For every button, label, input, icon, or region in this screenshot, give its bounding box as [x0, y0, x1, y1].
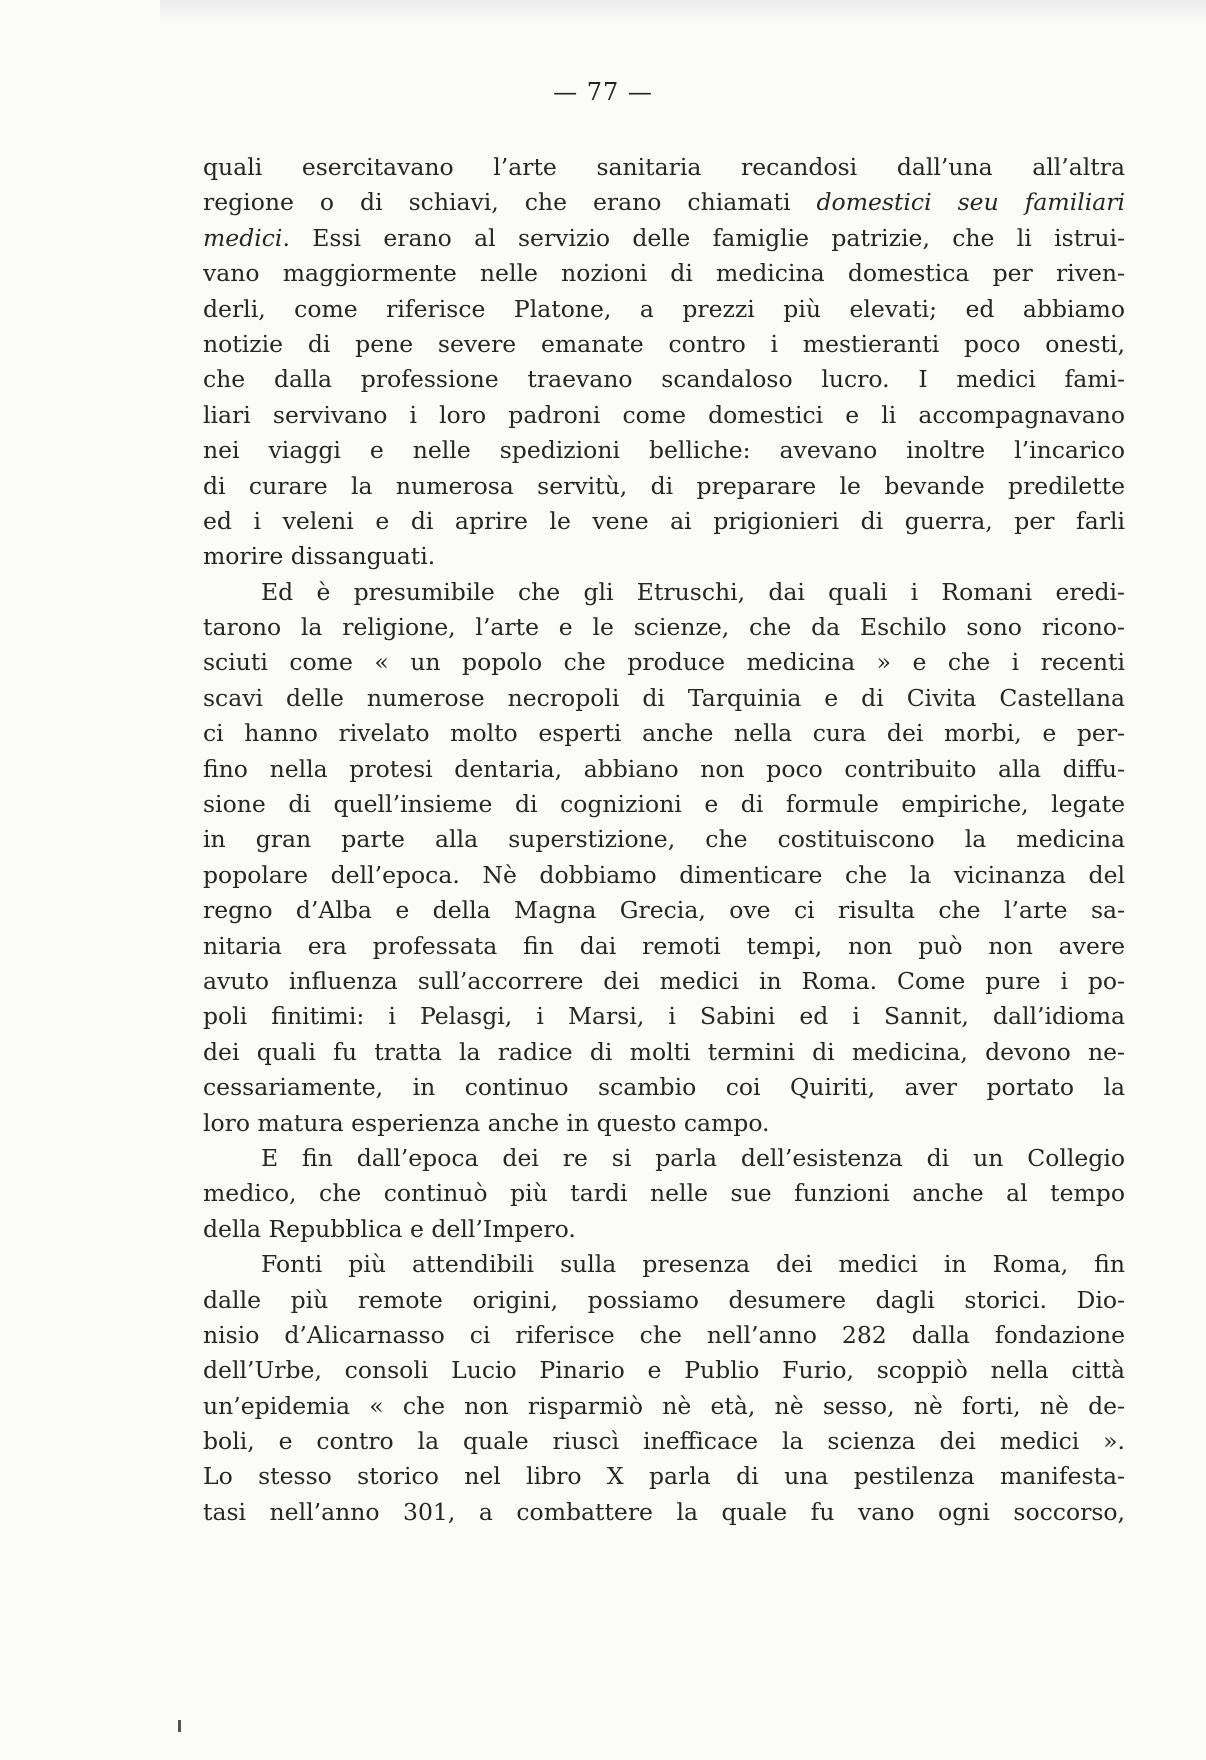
- text-line: loro matura esperienza anche in questo campo.: [203, 1108, 770, 1137]
- text-line: che dalla professione traevano scandaloso lucro. I medici fami-: [203, 365, 1125, 394]
- text-line: della Repubblica e dell’Impero.: [203, 1214, 576, 1243]
- text-line: Fonti più attendibili sulla presenza dei medici in Roma, fin: [261, 1250, 1125, 1279]
- text-line: quali esercitavano l’arte sanitaria recandosi dall’una all’altra: [203, 153, 1125, 181]
- text-line: tasi nell’anno 301, a combattere la quale fu vano ogni soccorso,: [203, 1497, 1125, 1526]
- text-line: derli, come riferisce Platone, a prezzi più elevati; ed abbiamo: [203, 294, 1125, 323]
- text-line: avuto influenza sull’accorrere dei medici in Roma. Come pure i po-: [203, 966, 1125, 995]
- scan-shadow: [160, 0, 1206, 26]
- text-line: fino nella protesi dentaria, abbiano non poco contribuito alla diffu-: [203, 754, 1125, 783]
- text-line: regno d’Alba e della Magna Grecia, ove ci risulta che l’arte sa-: [203, 896, 1125, 925]
- italic-phrase: medici: [203, 223, 283, 252]
- text-line: medico, che continuò più tardi nelle sue funzioni anche al tempo: [203, 1179, 1125, 1208]
- text-line: notizie di pene severe emanate contro i mestieranti poco onesti,: [203, 329, 1125, 358]
- text-line: liari servivano i loro padroni come domestici e li accompagnavano: [203, 400, 1125, 429]
- paragraph: [203, 575, 1125, 1141]
- text-line: nisio d’Alicarnasso ci riferisce che nell’anno 282 dalla fondazione: [203, 1320, 1125, 1349]
- italic-phrase: domestici seu familiari: [816, 188, 1126, 217]
- paragraph: [203, 150, 1125, 575]
- text-line: un’epidemia « che non risparmiò nè età, nè sesso, nè forti, nè de-: [203, 1391, 1125, 1420]
- text-line: E fin dall’epoca dei re si parla dell’esistenza di un Collegio: [261, 1143, 1125, 1172]
- text-line: di curare la numerosa servitù, di preparare le bevande predilette: [203, 471, 1125, 500]
- paragraph: [203, 1247, 1125, 1530]
- text-line: dei quali fu tratta la radice di molti termini di medicina, devono ne-: [203, 1037, 1125, 1066]
- text-line: regione o di schiavi, che erano chiamati domestici seu familiari: [203, 188, 1126, 217]
- text-line: popolare dell’epoca. Nè dobbiamo dimenticare che la vicinanza del: [203, 860, 1125, 889]
- text-line: nitaria era professata fin dai remoti tempi, non può non avere: [203, 931, 1125, 960]
- text-line: morire dissanguati.: [203, 542, 436, 571]
- text-line: tarono la religione, l’arte e le scienze, che da Eschilo sono ricono-: [203, 613, 1125, 642]
- text-line: boli, e contro la quale riuscì inefficace la scienza dei medici ».: [203, 1427, 1125, 1456]
- text-line: vano maggiormente nelle nozioni di medicina domestica per riven-: [203, 259, 1125, 288]
- text-line: sciuti come « un popolo che produce medicina » e che i recenti: [203, 648, 1125, 677]
- text-line: in gran parte alla superstizione, che costituiscono la medicina: [203, 825, 1125, 854]
- text-line: ed i veleni e di aprire le vene ai prigionieri di guerra, per farli: [203, 506, 1125, 535]
- text-line: poli finitimi: i Pelasgi, i Marsi, i Sabini ed i Sannit, dall’idioma: [203, 1002, 1125, 1031]
- body-text: [203, 150, 1125, 1530]
- text-line: dalle più remote origini, possiamo desumere dagli storici. Dio-: [203, 1285, 1125, 1314]
- text-line: dell’Urbe, consoli Lucio Pinario e Publio Furio, scoppiò nella città: [203, 1356, 1125, 1385]
- text-line: Lo stesso storico nel libro X parla di una pestilenza manifesta-: [203, 1462, 1125, 1491]
- page-number: — 77 —: [553, 78, 653, 106]
- text-line: sione di quell’insieme di cognizioni e di formule empiriche, legate: [203, 790, 1125, 819]
- text-line: Ed è presumibile che gli Etruschi, dai quali i Romani eredi-: [261, 577, 1125, 606]
- paragraph: [203, 1141, 1125, 1247]
- text-line: medici. Essi erano al servizio delle famiglie patrizie, che li istrui-: [203, 223, 1125, 252]
- scan-speck: [178, 1720, 181, 1732]
- text-line: nei viaggi e nelle spedizioni belliche: avevano inoltre l’incarico: [203, 436, 1125, 465]
- text-line: ci hanno rivelato molto esperti anche nella cura dei morbi, e per-: [203, 719, 1125, 748]
- text-line: cessariamente, in continuo scambio coi Quiriti, aver portato la: [203, 1073, 1125, 1102]
- text-line: scavi delle numerose necropoli di Tarquinia e di Civita Castellana: [203, 683, 1125, 712]
